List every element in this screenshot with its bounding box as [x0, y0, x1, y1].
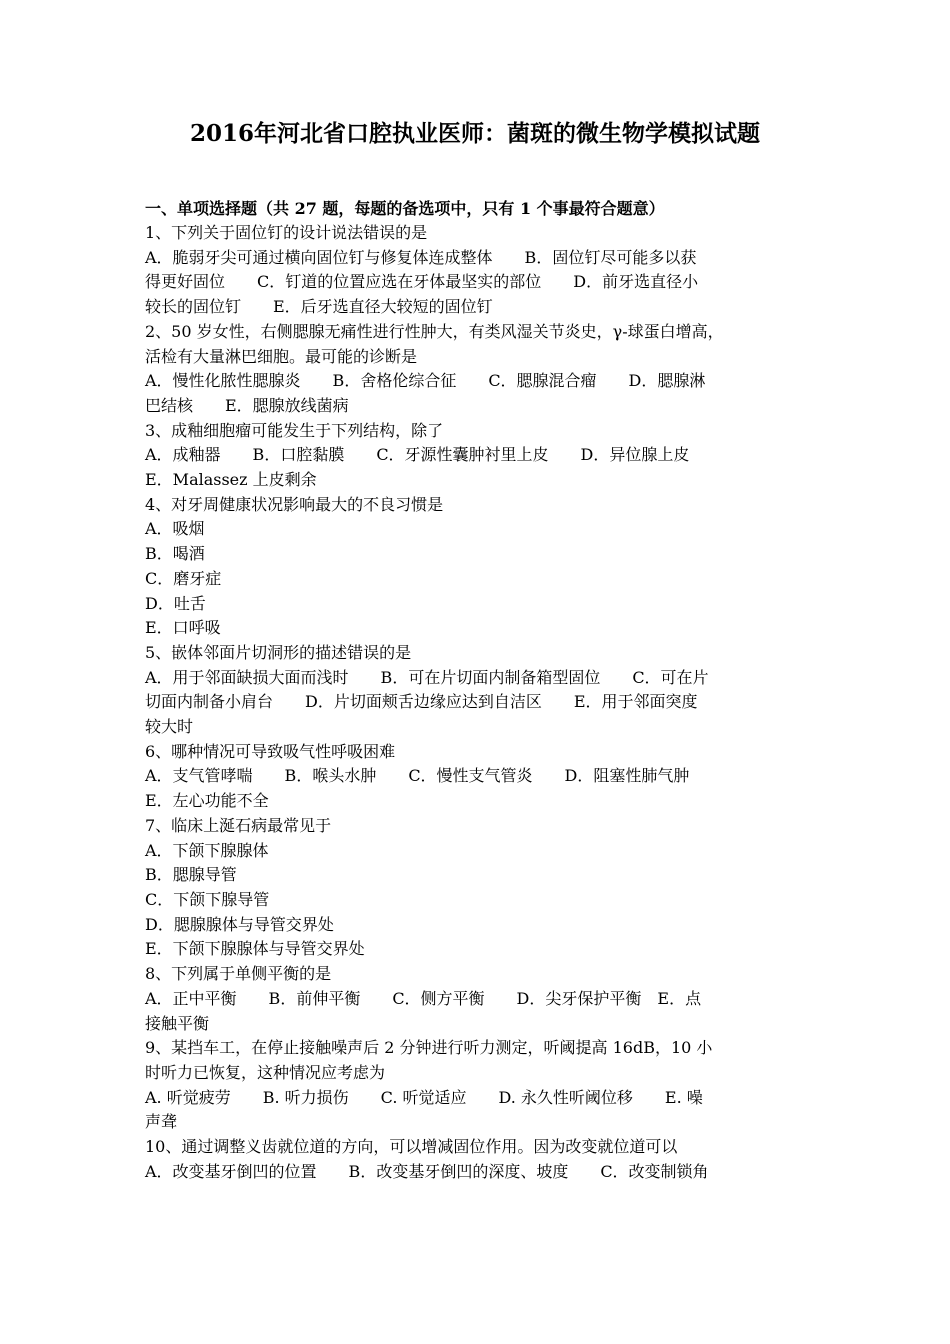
- text-line: 7、临床上涎石病最常见于: [145, 815, 332, 835]
- text-line: 3、成釉细胞瘤可能发生于下列结构，除了: [145, 420, 444, 440]
- text-line: 切面内制备小肩台 D．片切面颊舌边缘应达到自洁区 E．用于邻面突度: [145, 692, 698, 712]
- text-line: 较大时: [145, 717, 194, 737]
- text-line: A．支气管哮喘 B．喉头水肿 C．慢性支气管炎 D．阻塞性肺气肿: [145, 766, 690, 786]
- text-line: 9、某挡车工，在停止接触噪声后 2 分钟进行听力测定，听阈提高 16dB，10 小: [145, 1038, 713, 1058]
- text-line: A．成釉器 B．口腔黏膜 C．牙源性囊肿衬里上皮 D．异位腺上皮: [145, 445, 690, 465]
- text-line: 4、对牙周健康状况影响最大的不良习惯是: [145, 494, 444, 514]
- text-line: A．下颌下腺腺体: [145, 840, 269, 860]
- text-line: A．脆弱牙尖可通过横向固位钉与修复体连成整体 B．固位钉尽可能多以获: [145, 247, 697, 267]
- text-line: 1、下列关于固位钉的设计说法错误的是: [145, 223, 428, 242]
- text-line: E．Malassez 上皮剩余: [145, 470, 317, 490]
- text-line: A．吸烟: [145, 519, 205, 539]
- text-line: 8、下列属于单侧平衡的是: [145, 964, 332, 984]
- document-title: 2016年河北省口腔执业医师：菌斑的微生物学模拟试题: [189, 120, 760, 147]
- text-line: 得更好固位 C．钉道的位置应选在牙体最坚实的部位 D．前牙选直径小: [145, 272, 699, 292]
- text-line: C．下颌下腺导管: [145, 889, 270, 909]
- text-line: 声聋: [145, 1112, 178, 1132]
- text-line: 5、嵌体邻面片切洞形的描述错误的是: [145, 642, 412, 662]
- text-line: 10、通过调整义齿就位道的方向，可以增减固位作用。因为改变就位道可以: [145, 1137, 678, 1157]
- document-body: [145, 196, 815, 1184]
- text-line: A．正中平衡 B．前伸平衡 C．侧方平衡 D．尖牙保护平衡 E．点: [145, 988, 702, 1008]
- text-line: A．慢性化脓性腮腺炎 B．舍格伦综合征 C．腮腺混合瘤 D．腮腺淋: [145, 371, 706, 391]
- text-line: A. 听觉疲劳 B. 听力损伤 C. 听觉适应 D. 永久性听阈位移 E. 噪: [145, 1087, 703, 1107]
- text-line: B．腮腺导管: [145, 865, 237, 885]
- text-line: B．喝酒: [145, 544, 205, 564]
- question-list: [145, 221, 815, 1184]
- text-line: 6、哪种情况可导致吸气性呼吸困难: [145, 741, 396, 761]
- text-line: A．改变基牙倒凹的位置 B．改变基牙倒凹的深度、坡度 C．改变制锁角: [145, 1161, 709, 1181]
- text-line: D．腮腺腺体与导管交界处: [145, 914, 334, 934]
- text-line: D．吐舌: [145, 593, 206, 613]
- text-line: 巴结核 E．腮腺放线菌病: [145, 395, 349, 415]
- text-line: 较长的固位钉 E．后牙选直径大较短的固位钉: [145, 297, 493, 317]
- text-line: E．下颌下腺腺体与导管交界处: [145, 939, 365, 959]
- text-line: A．用于邻面缺损大面而浅时 B．可在片切面内制备箱型固位 C．可在片: [145, 667, 709, 687]
- text-line: E．左心功能不全: [145, 791, 269, 811]
- text-line: 接触平衡: [145, 1013, 210, 1033]
- text-line: 时听力已恢复，这种情况应考虑为: [145, 1062, 386, 1082]
- text-line: C．磨牙症: [145, 568, 222, 588]
- text-line: 活检有大量淋巴细胞。最可能的诊断是: [145, 346, 418, 366]
- section-heading: 一、单项选择题（共 27 题，每题的备选项中，只有 1 个事最符合题意）: [145, 199, 665, 218]
- text-line: E．口呼吸: [145, 618, 221, 638]
- text-line: 2、50 岁女性，右侧腮腺无痛性进行性肿大，有类风湿关节炎史，γ-球蛋白增高，: [145, 321, 724, 341]
